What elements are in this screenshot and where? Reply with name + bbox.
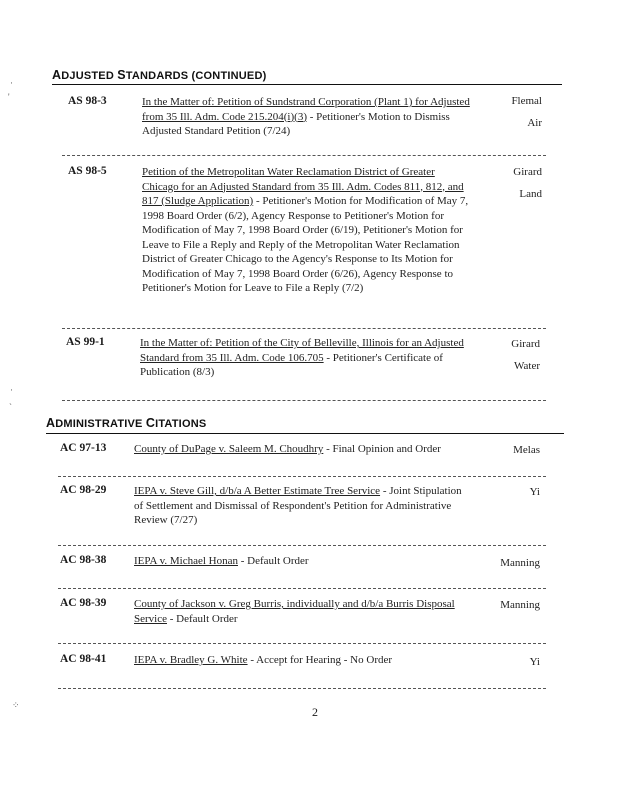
section-rule xyxy=(46,433,564,434)
entry-separator xyxy=(62,328,546,329)
case-title: IEPA v. Bradley G. White xyxy=(134,654,248,666)
entry-separator xyxy=(62,155,546,156)
board-member: Manning xyxy=(500,599,540,611)
scan-artifact: ⁘ xyxy=(12,700,20,710)
matter-type: Water xyxy=(514,360,540,372)
case-title: Petition of the Metropolitan Water Reclamation District of Greater Chicago for an Adjusted Standard from 35 Ill. Adm. Codes 811, 812, and 817 (Sludge Application) xyxy=(142,166,464,207)
docket-number: AC 98-29 xyxy=(60,484,107,496)
entry-separator xyxy=(58,545,546,546)
case-title: In the Matter of: Petition of the City of Belleville, Illinois for an Adjusted Standard from 35 Ill. Adm. Code 106.705 xyxy=(140,337,464,364)
matter-type: Air xyxy=(527,117,542,129)
docket-number: AC 98-39 xyxy=(60,597,107,609)
scan-artifact: · xyxy=(10,78,13,88)
entry-separator xyxy=(58,688,546,689)
entry-description: In the Matter of: Petition of Sundstrand Corporation (Plant 1) for Adjusted from 35 Ill. Adm. Code 215.204(i)(3) - Petitioner's Motion to Dismiss Adjusted Standard Petition (7/24) xyxy=(142,96,470,137)
entry-description: In the Matter of: Petition of the City of Belleville, Illinois for an Adjusted Standard from 35 Ill. Adm. Code 106.705 - Petitioner's Certificate of Publication (8/3) xyxy=(140,337,464,378)
entry-description: IEPA v. Bradley G. White - Accept for Hearing - No Order xyxy=(134,654,393,666)
entry-description: Petition of the Metropolitan Water Reclamation District of Greater Chicago for an Adjusted Standard from 35 Ill. Adm. Codes 811, 812, and 817 (Sludge Application) - Petitioner's Motion for Modification of May 7, 1998 Board Order (6/2), Agency Response to Petitioner's Motion for Modification of May 7, 1998 Board Order (6/19), Petitioner's Motion for Leave to File a Reply and Reply of the Metropolitan Water Reclamation District of Greater Chicago to the Agency's Response to Its Motion for Modification of May 7, 1998 Board Order (6/26), Agency Response to Petitioner's Motion for Leave to File a Reply (7/2) xyxy=(142,166,469,294)
docket-number: AC 98-41 xyxy=(60,653,107,665)
case-title: IEPA v. Michael Honan xyxy=(134,555,238,567)
docket-number: AC 97-13 xyxy=(60,442,107,454)
board-member: Yi xyxy=(529,486,540,498)
case-title: In the Matter of: Petition of Sundstrand Corporation (Plant 1) for Adjusted from 35 Ill. Adm. Code 215.204(i)(3) xyxy=(142,96,470,123)
entry-description: County of DuPage v. Saleem M. Choudhry - Final Opinion and Order xyxy=(134,443,441,455)
scan-artifact: ` xyxy=(9,402,12,412)
board-member: Melas xyxy=(513,444,540,456)
docket-number: AS 98-3 xyxy=(68,95,107,107)
board-member: Girard xyxy=(511,338,540,350)
board-member: Flemal xyxy=(511,95,542,107)
case-title: County of Jackson v. Greg Burris, individually and d/b/a Burris Disposal Service xyxy=(134,598,455,625)
entry-description: IEPA v. Michael Honan - Default Order xyxy=(134,555,309,567)
docket-number: AS 99-1 xyxy=(66,336,105,348)
scan-artifact: ' xyxy=(8,92,10,102)
entry-separator xyxy=(62,400,546,401)
case-title: County of DuPage v. Saleem M. Choudhry xyxy=(134,443,324,455)
scan-artifact: · xyxy=(10,385,13,395)
entry-separator xyxy=(58,588,546,589)
board-member: Yi xyxy=(529,656,540,668)
section-heading-administrative-citations: ADMINISTRATIVE CITATIONS xyxy=(46,416,207,430)
page-number: 2 xyxy=(312,705,318,719)
matter-type: Land xyxy=(519,188,542,200)
case-title: IEPA v. Steve Gill, d/b/a A Better Estimate Tree Service xyxy=(134,485,381,497)
entry-separator xyxy=(58,476,546,477)
entry-description: IEPA v. Steve Gill, d/b/a A Better Estimate Tree Service - Joint Stipulation of Settlement and Dismissal of Respondent's Petition for Administrative Review (7/27) xyxy=(134,485,462,526)
entry-separator xyxy=(58,643,546,644)
docket-number: AC 98-38 xyxy=(60,554,107,566)
section-heading-adjusted-standards: ADJUSTED STANDARDS (CONTINUED) xyxy=(52,68,267,82)
docket-number: AS 98-5 xyxy=(68,165,107,177)
section-rule xyxy=(52,84,562,85)
entry-description: County of Jackson v. Greg Burris, individually and d/b/a Burris Disposal Service - Default Order xyxy=(134,598,455,625)
board-member: Manning xyxy=(500,557,540,569)
board-member: Girard xyxy=(513,166,542,178)
